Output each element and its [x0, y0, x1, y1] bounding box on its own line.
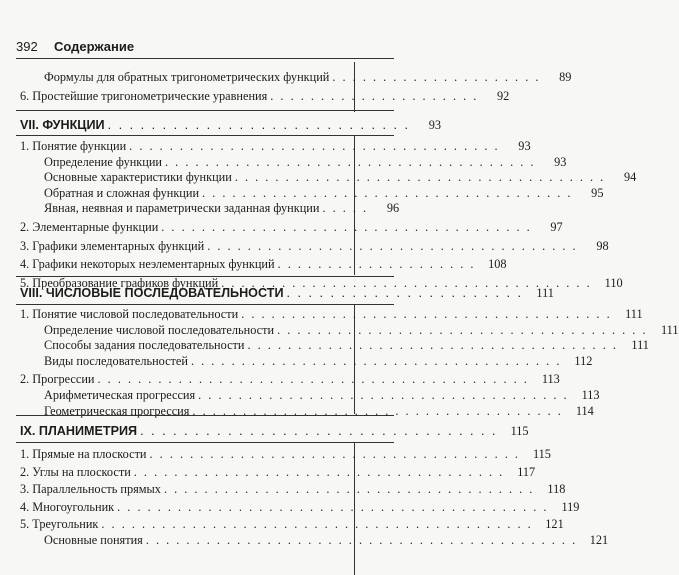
toc-entry-label: 1. Понятие функции [20, 139, 127, 153]
toc-entry-label: 3. Графики элементарных функций [20, 238, 205, 253]
toc-entry-label: 2. Элементарные функции [20, 219, 159, 234]
toc-entry-page: 108 [488, 257, 507, 272]
toc-section-ix-entries [16, 447, 609, 549]
toc-entry-page: 98 [596, 238, 609, 253]
leader-dots: . . . . . . . . . . . . . . . . . . . . . . . . . . . . . . . . . . . . . [234, 170, 606, 185]
section-title: VII. ФУНКЦИИ [20, 118, 105, 132]
toc-entry-label: Арифметическая прогрессия [44, 387, 196, 402]
toc-entry[interactable] [16, 238, 609, 255]
toc-entry[interactable] [16, 139, 531, 155]
toc-entry-label: 2. Прогрессии [20, 372, 95, 387]
toc-entry[interactable] [16, 338, 649, 354]
toc-entry-page: 112 [574, 353, 593, 368]
toc-entry-label: 4. Многоугольник [20, 499, 115, 514]
toc-entry-page: 114 [575, 403, 594, 418]
toc-entry[interactable] [16, 447, 551, 463]
leader-dots: . . . . . . . . . . . . . . . . . . . . . . . . . . . . . . . . . . . . . [129, 139, 500, 153]
toc-entry-page: 113 [581, 387, 600, 402]
toc-entry-label: 5. Треугольник [20, 517, 99, 532]
toc-entry[interactable] [16, 387, 600, 404]
toc-section-vii [16, 114, 442, 136]
toc-entry[interactable] [16, 70, 572, 86]
toc-entry[interactable] [16, 201, 400, 217]
toc-entry-page: 119 [561, 499, 580, 514]
divider [16, 442, 394, 443]
section-page: 111 [536, 286, 554, 300]
section-title: VIII. ЧИСЛОВЫЕ ПОСЛЕДОВАТЕЛЬНОСТИ [20, 286, 284, 300]
leader-dots: . . . . . . . . . . . . . . . . . . . . . . . . . . . . . . . . . . . . . [163, 482, 535, 497]
leader-dots: . . . . . . . . . . . . . . . . . . . . . . . . . . . . [107, 118, 411, 132]
toc-entry-label: Основные понятия [44, 532, 143, 547]
toc-entry-label: 1. Прямые на плоскости [20, 447, 147, 461]
toc-entry-label: Обратная и сложная функции [44, 185, 200, 200]
toc-entry-page: 115 [532, 447, 551, 461]
leader-dots: . . . . . . . . . . . . . . . . . . . . . . . . . . . . . . . . . . . . . [149, 447, 520, 461]
toc-entry[interactable] [16, 372, 560, 388]
toc-entry[interactable] [16, 185, 604, 202]
toc-entry[interactable] [16, 219, 563, 236]
leader-dots: . . . . . . . . . . . . . . . . . . . . . . . . . . . . . . . . . . . . . [221, 275, 592, 290]
toc-entry-page: 121 [589, 532, 609, 547]
toc-entry-page: 117 [517, 464, 536, 479]
toc-entry-label: Виды последовательностей [44, 353, 188, 368]
divider [16, 415, 394, 416]
toc-entry-label: Формулы для обратных тригонометрических функций [44, 70, 330, 84]
toc-entry-label: Основные характеристики функции [44, 170, 232, 185]
leader-dots: . . . . . . . . . . . . . . . . . . . . . . . . . . . . . . . . . . . . . [277, 322, 648, 337]
section-page: 93 [428, 118, 442, 132]
toc-entry-label: 2. Углы на плоскости [20, 464, 131, 479]
toc-entry-page: 93 [518, 139, 531, 153]
leader-dots: . . . . . [322, 201, 369, 216]
leader-dots: . . . . . . . . . . . . . . . . . . . . . . . . . . . . . . . . . [140, 424, 498, 438]
toc-entry-page: 121 [545, 517, 564, 532]
divider [16, 304, 394, 305]
toc-entry[interactable] [16, 464, 536, 481]
divider [16, 110, 394, 111]
leader-dots: . . . . . . . . . . . . . . . . . . . . . [332, 70, 541, 84]
toc-entry[interactable] [16, 322, 679, 339]
leader-dots: . . . . . . . . . . . . . . . . . . . . . . . . . . . . . . . . . . . . . [161, 219, 532, 234]
toc-entry-label: Определение числовой последовательности [44, 322, 275, 337]
leader-dots: . . . . . . . . . . . . . . . . . . . . . . . . . . . . . . . . . . . . . . . . . . . [101, 517, 533, 532]
toc-entry-label: 6. Простейшие тригонометрические уравнения [20, 88, 268, 103]
section-page: 115 [510, 424, 529, 438]
toc-entry-label: Геометрическая прогрессия [44, 403, 190, 418]
section-heading[interactable] [16, 114, 442, 136]
divider [16, 135, 394, 136]
toc-entry-label: 4. Графики некоторых неэлементарных функций [20, 257, 275, 272]
section-title: IX. ПЛАНИМЕТРИЯ [20, 424, 138, 438]
toc-entry[interactable] [16, 482, 566, 498]
toc-entry-page: 111 [625, 307, 643, 321]
page-header [16, 38, 394, 59]
section-heading[interactable] [16, 420, 529, 442]
toc-entry[interactable] [16, 307, 643, 323]
toc-entry-page: 111 [660, 322, 679, 337]
page-number: 392 [16, 39, 38, 54]
leader-dots: . . . . . . . . . . . . . . . . . . . . [277, 257, 476, 272]
leader-dots: . . . . . . . . . . . . . . . . . . . . . . . . . . . . . . . . . . . . . [247, 338, 618, 353]
toc-entry-page: 111 [631, 338, 649, 353]
leader-dots: . . . . . . . . . . . . . . . . . . . . . . . . . . . . . . . . . . . . . . . . . . . [117, 499, 549, 514]
leader-dots: . . . . . . . . . . . . . . . . . . . . . . [286, 286, 523, 300]
toc-entry[interactable] [16, 353, 593, 370]
leader-dots: . . . . . . . . . . . . . . . . . . . . . . . . . . . . . . . . . . . . . . . . . . . [145, 532, 578, 547]
leader-dots: . . . . . . . . . . . . . . . . . . . . . . . . . . . . . . . . . . . . . [202, 185, 573, 200]
leader-dots: . . . . . . . . . . . . . . . . . . . . . [270, 88, 479, 103]
toc-entry-page: 118 [547, 482, 566, 497]
toc-entry[interactable] [16, 170, 637, 186]
leader-dots: . . . . . . . . . . . . . . . . . . . . . . . . . . . . . . . . . . . . . [190, 353, 562, 368]
toc-entry[interactable] [16, 257, 507, 273]
leader-dots: . . . . . . . . . . . . . . . . . . . . . . . . . . . . . . . . . . . . . [165, 154, 536, 169]
leader-dots: . . . . . . . . . . . . . . . . . . . . . . . . . . . . . . . . . . . . . [207, 238, 578, 253]
toc-entry-label: Определение функции [44, 154, 163, 169]
toc-section-ix [16, 420, 529, 442]
leader-dots: . . . . . . . . . . . . . . . . . . . . . . . . . . . . . . . . . . . . . [192, 403, 563, 418]
toc-entry-page: 113 [541, 372, 560, 387]
section-heading[interactable] [16, 282, 554, 304]
toc-entry-label: 1. Понятие числовой последовательности [20, 307, 239, 321]
toc-entry[interactable] [16, 88, 510, 105]
leader-dots: . . . . . . . . . . . . . . . . . . . . . . . . . . . . . . . . . . . . . . . . . . . [97, 372, 529, 387]
toc-section-vii-entries [16, 139, 637, 291]
toc-entry-page: 89 [559, 70, 572, 84]
toc-entry[interactable] [16, 499, 580, 516]
toc-section-viii-entries [16, 307, 679, 419]
toc-entry-label: 3. Параллельность прямых [20, 482, 161, 497]
toc-top-entries [16, 70, 572, 104]
toc-entry-page: 95 [591, 185, 604, 200]
toc-entry-page: 96 [386, 201, 400, 216]
leader-dots: . . . . . . . . . . . . . . . . . . . . . . . . . . . . . . . . . . . . . [241, 307, 612, 321]
leader-dots: . . . . . . . . . . . . . . . . . . . . . . . . . . . . . . . . . . . . . [133, 464, 505, 479]
toc-entry-label: 5. Преобразование графиков функций [20, 275, 219, 290]
toc-entry[interactable] [16, 517, 564, 533]
toc-entry-page: 110 [604, 275, 623, 290]
divider [16, 276, 394, 277]
toc-entry[interactable] [16, 154, 567, 171]
leader-dots: . . . . . . . . . . . . . . . . . . . . . . . . . . . . . . . . . . . . . [198, 387, 569, 402]
toc-entry-label: Способы задания последовательности [44, 338, 245, 353]
toc-entry-label: Явная, неявная и параметрически заданная функции [44, 201, 320, 216]
toc-entry-page: 93 [554, 154, 567, 169]
toc-entry[interactable] [16, 403, 594, 420]
toc-entry-page: 97 [550, 219, 563, 234]
toc-section-viii [16, 282, 554, 304]
toc-entry-page: 94 [623, 170, 637, 185]
page-title: Содержание [54, 39, 135, 54]
toc-entry[interactable] [16, 532, 609, 549]
toc-entry-page: 92 [497, 88, 510, 103]
